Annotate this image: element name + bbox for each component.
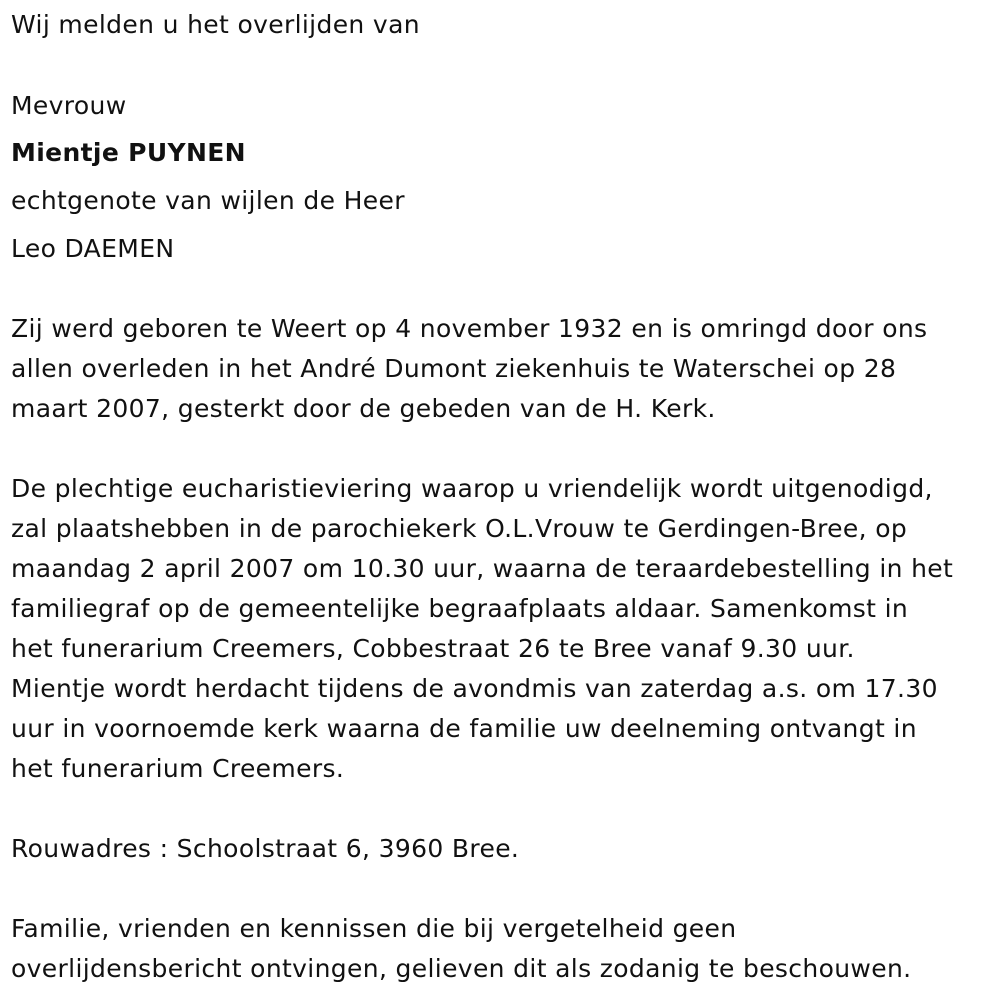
birth-death-paragraph <box>11 309 996 429</box>
honorific: Mevrouw <box>11 91 127 120</box>
paragraph-line: allen overleden in het André Dumont ziekenhuis te Waterschei op 28 <box>11 354 897 383</box>
mourning-address <box>11 829 996 869</box>
paragraph-line: Familie, vrienden en kennissen die bij vergetelheid geen <box>11 914 737 943</box>
deceased-name: Mientje PUYNEN <box>11 138 246 167</box>
service-paragraph <box>11 469 996 789</box>
paragraph-line: uur in voornoemde kerk waarna de familie uw deelneming ontvangt in <box>11 714 917 743</box>
paragraph-line: het funerarium Creemers, Cobbestraat 26 te Bree vanaf 9.30 uur. <box>11 634 855 663</box>
paragraph-line: maart 2007, gesterkt door de gebeden van de H. Kerk. <box>11 394 716 423</box>
paragraph-line: familiegraf op de gemeentelijke begraafplaats aldaar. Samenkomst in <box>11 594 909 623</box>
paragraph-line: maandag 2 april 2007 om 10.30 uur, waarna de teraardebestelling in het <box>11 554 954 583</box>
address-line: Rouwadres : Schoolstraat 6, 3960 Bree. <box>11 834 520 863</box>
paragraph-line: Zij werd geboren te Weert op 4 november 1932 en is omringd door ons <box>11 314 928 343</box>
intro-text: Wij melden u het overlijden van <box>11 10 420 39</box>
spouse-name: Leo DAEMEN <box>11 234 175 263</box>
paragraph-line: zal plaatshebben in de parochiekerk O.L.Vrouw te Gerdingen-Bree, op <box>11 514 908 543</box>
paragraph-line: De plechtige eucharistieviering waarop u vriendelijk wordt uitgenodigd, <box>11 474 933 503</box>
closing-paragraph <box>11 909 996 989</box>
relation-text: echtgenote van wijlen de Heer <box>11 186 405 215</box>
paragraph-line: Mientje wordt herdacht tijdens de avondmis van zaterdag a.s. om 17.30 <box>11 674 938 703</box>
paragraph-line: het funerarium Creemers. <box>11 754 345 783</box>
paragraph-line: overlijdensbericht ontvingen, gelieven dit als zodanig te beschouwen. <box>11 954 912 983</box>
